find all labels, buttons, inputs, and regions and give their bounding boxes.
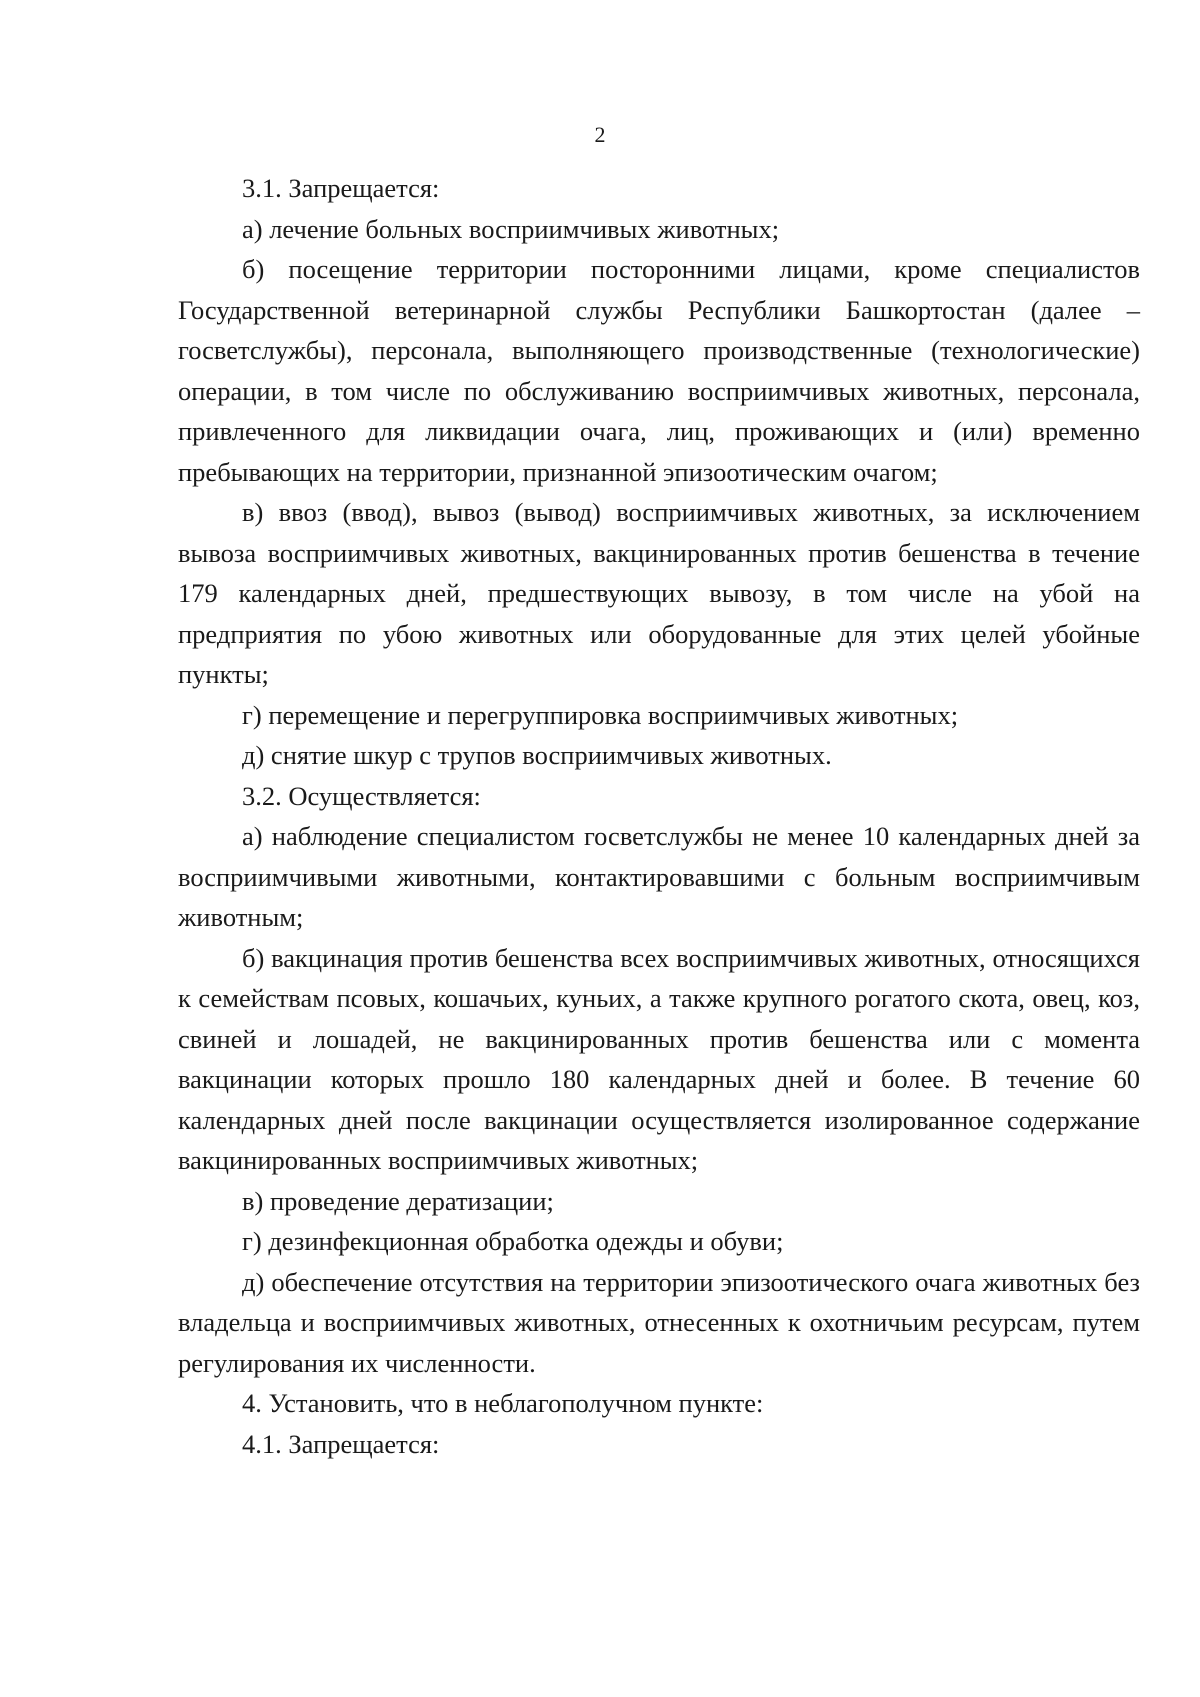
item-3-1-a: а) лечение больных восприимчивых животных; (242, 213, 780, 244)
item-3-1-v: в) ввоз (ввод), вывоз (вывод) восприимчивых животных, за исключением вывоза восприимчивых животных, вакцинированных против бешенства в течение 179 календарных дней, предшествующих вывозу, в том числе на убой на предприятия по убою животных или оборудованные для этих целей убойные пункты; (178, 497, 1140, 689)
page-number: 2 (594, 122, 606, 147)
section-4-heading: 4. Установить, что в неблагополучном пункте: (242, 1388, 764, 1418)
document-body (178, 168, 1140, 1464)
item-3-2-b: б) вакцинация против бешенства всех восприимчивых животных, относящихся к семействам псовых, кошачьих, куньих, а также крупного рогатого скота, овец, коз, свиней и лошадей, не вакцинированных против бешенства или с момента вакцинации которых прошло 180 календарных дней и более. В течение 60 календарных дней после вакцинации осуществляется изолированное содержание вакцинированных восприимчивых животных; (178, 942, 1140, 1175)
item-3-2-d: д) обеспечение отсутствия на территории эпизоотического очага животных без владельца и восприимчивых животных, отнесенных к охотничьим ресурсам, путем регулирования их численности. (178, 1266, 1140, 1378)
item-3-1-b: б) посещение территории посторонними лицами, кроме специалистов Государственной ветеринарной службы Республики Башкортостан (далее – госветслужбы), персонала, выполняющего производственные (технологические) операции, в том числе по обслуживанию восприимчивых животных, персонала, привлеченного для ликвидации очага, лиц, проживающих и (или) временно пребывающих на территории, признанной эпизоотическим очагом; (178, 254, 1140, 487)
item-3-2-g: г) дезинфекционная обработка одежды и обуви; (242, 1226, 784, 1256)
section-4-1-heading: 4.1. Запрещается: (242, 1428, 440, 1459)
section-3-2-heading: 3.2. Осуществляется: (242, 780, 481, 811)
item-3-1-g: г) перемещение и перегруппировка восприимчивых животных; (242, 699, 959, 730)
item-3-2-v: в) проведение дератизации; (242, 1185, 554, 1216)
item-3-1-d: д) снятие шкур с трупов восприимчивых животных. (242, 740, 832, 770)
section-3-1-heading: 3.1. Запрещается: (242, 173, 440, 203)
item-3-2-a: а) наблюдение специалистом госветслужбы не менее 10 календарных дней за восприимчивыми животными, контактировавшими с больным восприимчивым животным; (178, 821, 1140, 932)
